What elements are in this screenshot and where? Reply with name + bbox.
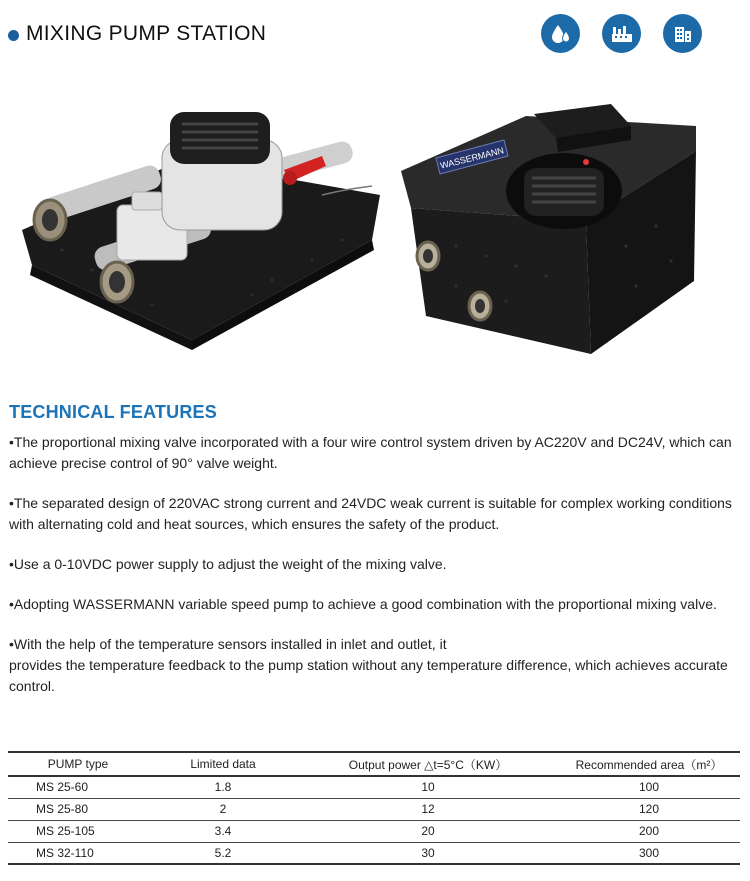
table-cell: MS 25-60 [8, 776, 148, 798]
table-cell: 5.2 [148, 842, 298, 864]
table-cell: 200 [558, 820, 740, 842]
table-cell: MS 25-80 [8, 798, 148, 820]
table-cell: 20 [298, 820, 558, 842]
column-header: Limited data [148, 752, 298, 776]
table-cell: 100 [558, 776, 740, 798]
features-list [9, 432, 744, 716]
table-cell: 1.8 [148, 776, 298, 798]
table-header-row [8, 752, 740, 776]
table-cell: 300 [558, 842, 740, 864]
building-icon [663, 14, 702, 53]
water-drop-icon [541, 14, 580, 53]
feature-item: •With the help of the temperature sensors installed in inlet and outlet, it provides the temperature feedback to the pump station without any temperature difference, which achieves accurate control. [9, 636, 728, 694]
factory-icon [602, 14, 641, 53]
technical-features-title: TECHNICAL FEATURES [9, 402, 217, 422]
open-mixing-pump-station-photo [22, 100, 382, 350]
column-header: PUMP type [8, 752, 148, 776]
table-row [8, 842, 740, 864]
column-header: Recommended area（m²） [558, 752, 740, 776]
table-cell: 3.4 [148, 820, 298, 842]
table-cell: 120 [558, 798, 740, 820]
feature-item: •Use a 0-10VDC power supply to adjust the weight of the mixing valve. [9, 556, 447, 572]
table-cell: 2 [148, 798, 298, 820]
page-header [0, 0, 750, 70]
table-row [8, 820, 740, 842]
table-cell: 10 [298, 776, 558, 798]
page-title: MIXING PUMP STATION [26, 22, 267, 45]
table-cell: 30 [298, 842, 558, 864]
table-cell: MS 25-105 [8, 820, 148, 842]
feature-item: •The proportional mixing valve incorporated with a four wire control system driven by AC220V and DC24V, which can achieve precise control of 90° valve weight. [9, 434, 732, 471]
table-row [8, 776, 740, 798]
product-photos [0, 88, 750, 378]
feature-item: •Adopting WASSERMANN variable speed pump to achieve a good combination with the proportional mixing valve. [9, 596, 717, 612]
insulated-casing-pump-station-photo [396, 96, 706, 361]
table-cell: MS 32-110 [8, 842, 148, 864]
column-header: Output power △t=5°C（KW） [298, 752, 558, 776]
header-icons [541, 14, 702, 53]
table-cell: 12 [298, 798, 558, 820]
brand-label: WASSERMANN [439, 145, 505, 171]
table-row [8, 798, 740, 820]
title-bullet [8, 30, 19, 41]
feature-item: •The separated design of 220VAC strong current and 24VDC weak current is suitable for complex working conditions with alternating cold and heat sources, which ensures the safety of the product. [9, 495, 732, 532]
spec-table [8, 751, 740, 865]
